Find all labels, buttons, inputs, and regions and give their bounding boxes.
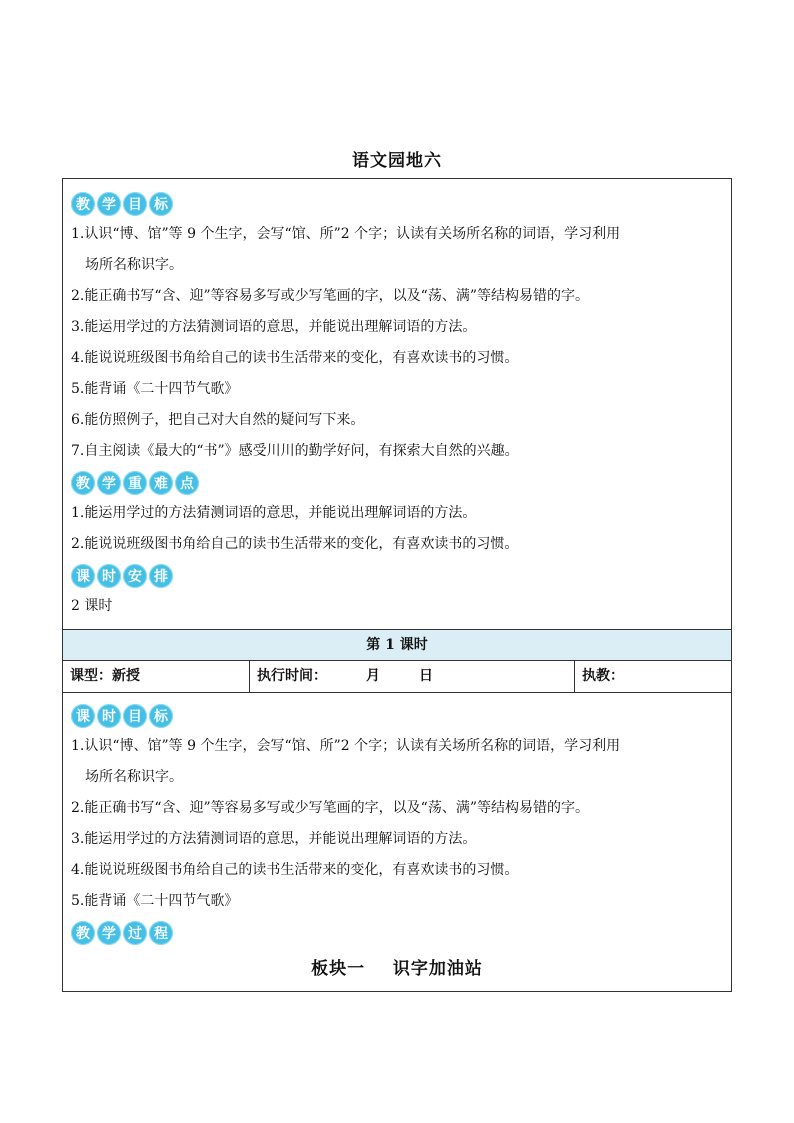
key-points-list (71, 498, 723, 560)
list-item-text: 1.认识“博、馆”等 9 个生字，会写“馆、所”2 个字；认读有关场所名称的词语，学习利用 (71, 738, 621, 754)
badge-char: 学 (97, 471, 121, 495)
list-item (71, 405, 723, 436)
list-item (71, 374, 723, 405)
badge-char: 安 (123, 564, 147, 588)
process-badge (71, 920, 173, 946)
block-title: 板块一 识字加油站 (311, 959, 483, 979)
badge-char: 时 (97, 564, 121, 588)
teacher: 执教： (582, 668, 624, 684)
badge-char: 目 (123, 192, 147, 216)
lesson-header: 第 1 课时 (63, 629, 731, 661)
list-item-text: 2.能说说班级图书角给自己的读书生活带来的变化，有喜欢读书的习惯。 (71, 536, 519, 552)
list-item (71, 824, 723, 855)
schedule-badge (71, 563, 173, 589)
list-item-text: 4.能说说班级图书角给自己的读书生活带来的变化，有喜欢读书的习惯。 (71, 862, 519, 878)
lesson-objectives-badge (71, 703, 173, 729)
list-item (71, 793, 723, 824)
badge-char: 课 (71, 704, 95, 728)
list-item-text: 场所名称识字。 (85, 257, 183, 273)
list-item (71, 312, 723, 343)
lesson-meta-row (63, 661, 731, 693)
schedule-text: 2 课时 (71, 598, 113, 614)
badge-char: 程 (149, 921, 173, 945)
list-item (71, 281, 723, 312)
list-item (71, 498, 723, 529)
list-item-text: 3.能运用学过的方法猜测词语的意思，并能说出理解词语的方法。 (71, 319, 477, 335)
list-item (71, 436, 723, 467)
objectives-badge (71, 191, 173, 217)
badge-char: 重 (123, 471, 147, 495)
badge-char: 排 (149, 564, 173, 588)
objectives-section (63, 179, 731, 629)
list-item (71, 529, 723, 560)
badge-char: 学 (97, 192, 121, 216)
execution-time: 执行时间： 月 日 (250, 661, 575, 692)
list-item-text: 3.能运用学过的方法猜测词语的意思，并能说出理解词语的方法。 (71, 831, 477, 847)
badge-char: 难 (149, 471, 173, 495)
list-item-text: 1.能运用学过的方法猜测词语的意思，并能说出理解词语的方法。 (71, 505, 477, 521)
lesson-type: 课型：新授 (63, 661, 250, 692)
list-item-text: 1.认识“博、馆”等 9 个生字，会写“馆、所”2 个字；认读有关场所名称的词语，学习利用 (71, 226, 621, 242)
badge-char: 标 (149, 704, 173, 728)
lesson-plan-table (62, 178, 732, 992)
badge-char: 教 (71, 921, 95, 945)
lesson-objectives-section (63, 693, 731, 991)
lesson-objectives-list (71, 731, 723, 917)
badge-char: 学 (97, 921, 121, 945)
badge-char: 过 (123, 921, 147, 945)
badge-char: 点 (175, 471, 199, 495)
list-item-text: 2.能正确书写“含、迎”等容易多写或少写笔画的字，以及“荡、满”等结构易错的字。 (71, 800, 589, 816)
list-item-text: 场所名称识字。 (85, 769, 183, 785)
badge-char: 标 (149, 192, 173, 216)
list-item-text: 5.能背诵《二十四节气歌》 (71, 893, 239, 909)
objectives-list (71, 219, 723, 467)
key-points-badge (71, 470, 199, 496)
page-title: 语文园地六 (352, 151, 442, 171)
list-item-text: 6.能仿照例子，把自己对大自然的疑问写下来。 (71, 412, 365, 428)
badge-char: 时 (97, 704, 121, 728)
badge-char: 目 (123, 704, 147, 728)
list-item (71, 731, 723, 793)
list-item-text: 5.能背诵《二十四节气歌》 (71, 381, 239, 397)
badge-char: 教 (71, 471, 95, 495)
list-item (71, 219, 723, 281)
list-item-text: 7.自主阅读《最大的“书”》感受川川的勤学好问，有探索大自然的兴趣。 (71, 443, 519, 459)
list-item (71, 886, 723, 917)
list-item (71, 855, 723, 886)
list-item-text: 2.能正确书写“含、迎”等容易多写或少写笔画的字，以及“荡、满”等结构易错的字。 (71, 288, 589, 304)
list-item-text: 4.能说说班级图书角给自己的读书生活带来的变化，有喜欢读书的习惯。 (71, 350, 519, 366)
badge-char: 教 (71, 192, 95, 216)
badge-char: 课 (71, 564, 95, 588)
list-item (71, 343, 723, 374)
